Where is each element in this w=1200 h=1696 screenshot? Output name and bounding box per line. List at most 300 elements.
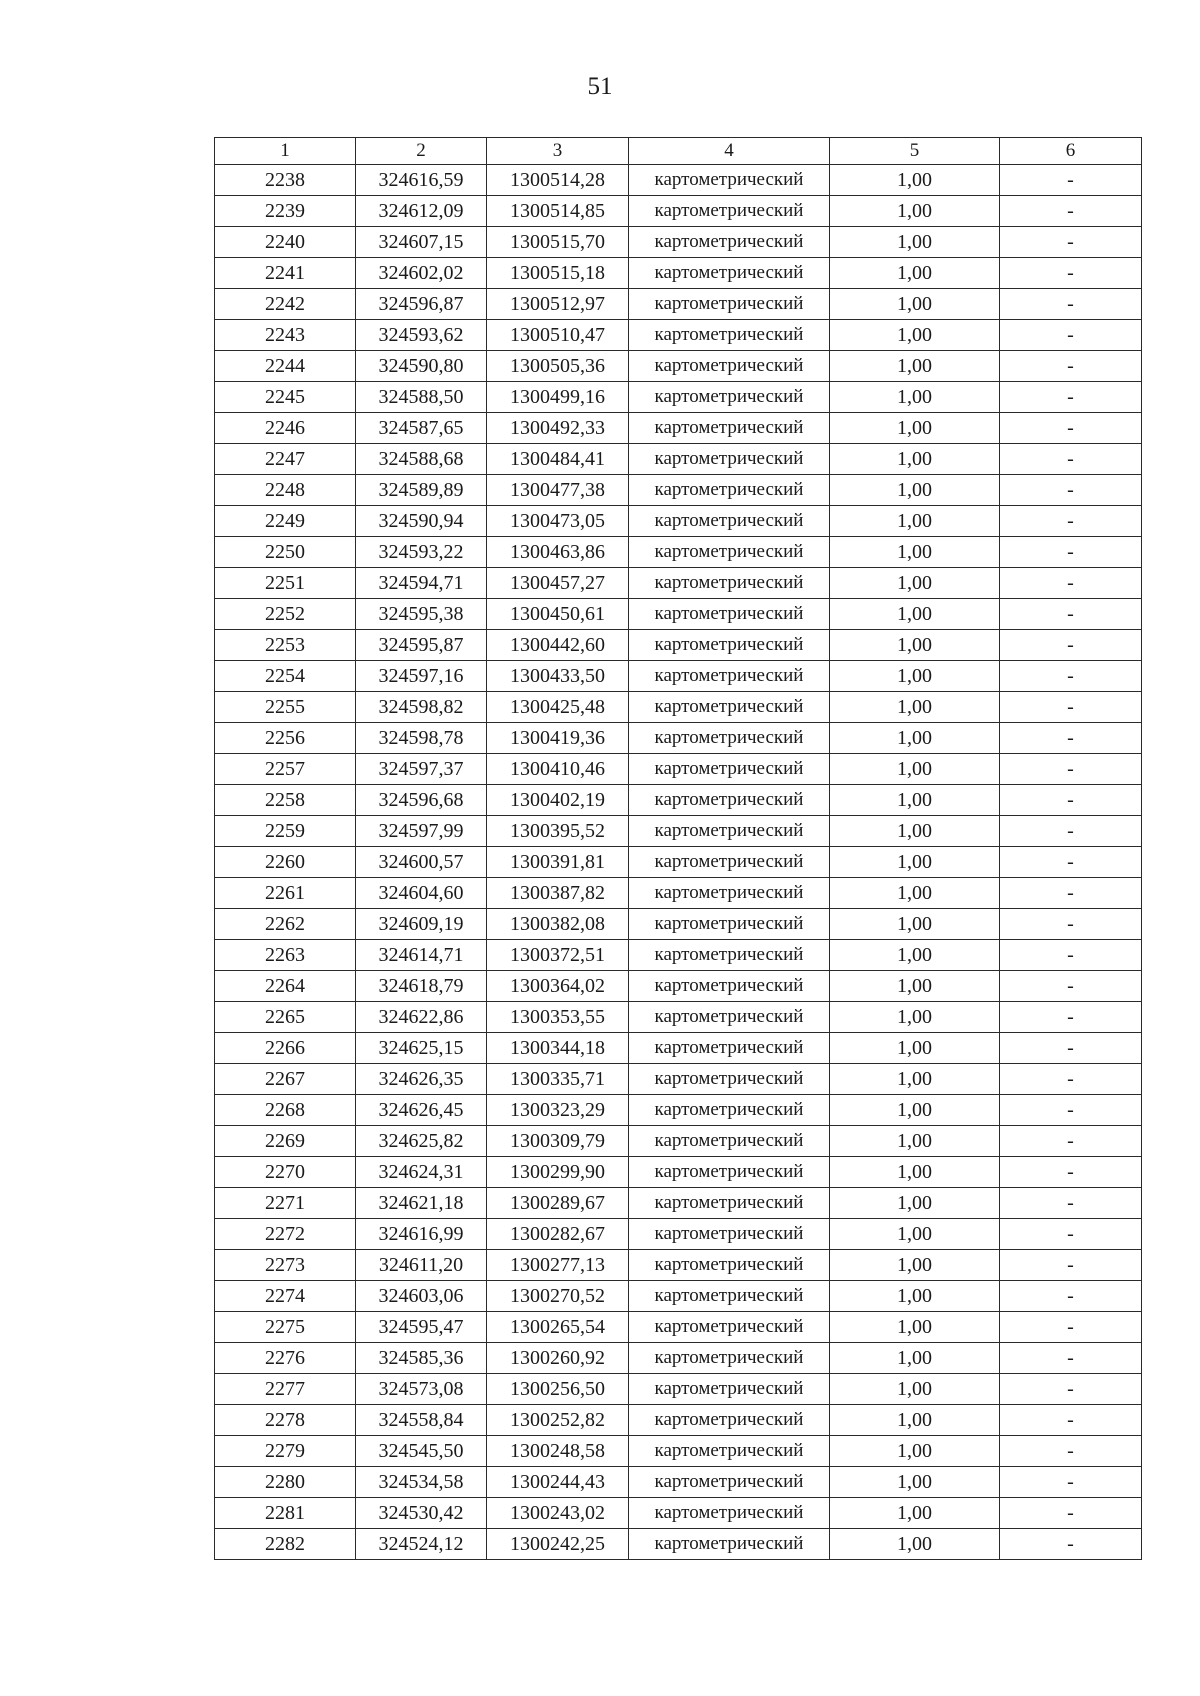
cell-coordinate-x: 324589,89 (356, 475, 487, 506)
cell-accuracy: 1,00 (830, 754, 1000, 785)
cell-accuracy: 1,00 (830, 382, 1000, 413)
cell-point-number: 2245 (215, 382, 356, 413)
cell-coordinate-y: 1300265,54 (487, 1312, 629, 1343)
cell-coordinate-y: 1300387,82 (487, 878, 629, 909)
cell-coordinate-x: 324585,36 (356, 1343, 487, 1374)
table-row (215, 537, 1142, 568)
table-row (215, 475, 1142, 506)
cell-coordinate-y: 1300484,41 (487, 444, 629, 475)
cell-coordinate-x: 324596,87 (356, 289, 487, 320)
cell-accuracy: 1,00 (830, 909, 1000, 940)
cell-coordinate-y: 1300512,97 (487, 289, 629, 320)
cell-accuracy: 1,00 (830, 847, 1000, 878)
cell-coordinate-x: 324602,02 (356, 258, 487, 289)
cell-coordinate-x: 324590,94 (356, 506, 487, 537)
cell-point-number: 2282 (215, 1529, 356, 1560)
cell-note: - (1000, 1064, 1142, 1095)
cell-method: картометрический (629, 1188, 830, 1219)
page-number: 51 (587, 73, 613, 100)
cell-coordinate-y: 1300499,16 (487, 382, 629, 413)
cell-point-number: 2260 (215, 847, 356, 878)
cell-point-number: 2257 (215, 754, 356, 785)
cell-coordinate-y: 1300442,60 (487, 630, 629, 661)
cell-note: - (1000, 258, 1142, 289)
table-row (215, 1498, 1142, 1529)
cell-coordinate-y: 1300402,19 (487, 785, 629, 816)
cell-note: - (1000, 754, 1142, 785)
table-row (215, 1374, 1142, 1405)
table-row (215, 692, 1142, 723)
cell-accuracy: 1,00 (830, 1126, 1000, 1157)
cell-accuracy: 1,00 (830, 506, 1000, 537)
cell-coordinate-x: 324588,68 (356, 444, 487, 475)
cell-method: картометрический (629, 878, 830, 909)
cell-point-number: 2281 (215, 1498, 356, 1529)
cell-note: - (1000, 661, 1142, 692)
cell-point-number: 2264 (215, 971, 356, 1002)
cell-method: картометрический (629, 1405, 830, 1436)
cell-point-number: 2278 (215, 1405, 356, 1436)
cell-note: - (1000, 1157, 1142, 1188)
table-row (215, 382, 1142, 413)
cell-coordinate-x: 324597,99 (356, 816, 487, 847)
table-row (215, 1157, 1142, 1188)
cell-point-number: 2270 (215, 1157, 356, 1188)
cell-coordinate-x: 324595,47 (356, 1312, 487, 1343)
cell-accuracy: 1,00 (830, 692, 1000, 723)
cell-accuracy: 1,00 (830, 1436, 1000, 1467)
cell-coordinate-x: 324614,71 (356, 940, 487, 971)
cell-point-number: 2253 (215, 630, 356, 661)
cell-note: - (1000, 506, 1142, 537)
cell-coordinate-x: 324597,37 (356, 754, 487, 785)
cell-coordinate-y: 1300419,36 (487, 723, 629, 754)
cell-point-number: 2280 (215, 1467, 356, 1498)
table-row (215, 413, 1142, 444)
cell-accuracy: 1,00 (830, 289, 1000, 320)
header-col-2: 2 (356, 138, 487, 165)
cell-method: картометрический (629, 506, 830, 537)
cell-note: - (1000, 1095, 1142, 1126)
cell-coordinate-x: 324595,38 (356, 599, 487, 630)
cell-coordinate-y: 1300515,18 (487, 258, 629, 289)
cell-method: картометрический (629, 1002, 830, 1033)
table-header (215, 138, 1142, 165)
cell-coordinate-y: 1300457,27 (487, 568, 629, 599)
cell-method: картометрический (629, 1374, 830, 1405)
cell-note: - (1000, 1467, 1142, 1498)
cell-point-number: 2239 (215, 196, 356, 227)
cell-point-number: 2241 (215, 258, 356, 289)
cell-accuracy: 1,00 (830, 475, 1000, 506)
cell-point-number: 2275 (215, 1312, 356, 1343)
cell-accuracy: 1,00 (830, 785, 1000, 816)
cell-point-number: 2266 (215, 1033, 356, 1064)
cell-method: картометрический (629, 413, 830, 444)
cell-coordinate-x: 324524,12 (356, 1529, 487, 1560)
cell-note: - (1000, 599, 1142, 630)
cell-accuracy: 1,00 (830, 1064, 1000, 1095)
cell-point-number: 2279 (215, 1436, 356, 1467)
cell-coordinate-y: 1300514,28 (487, 165, 629, 196)
cell-coordinate-y: 1300323,29 (487, 1095, 629, 1126)
cell-coordinate-x: 324609,19 (356, 909, 487, 940)
cell-method: картометрический (629, 1498, 830, 1529)
cell-method: картометрический (629, 444, 830, 475)
cell-accuracy: 1,00 (830, 723, 1000, 754)
cell-note: - (1000, 413, 1142, 444)
cell-accuracy: 1,00 (830, 1529, 1000, 1560)
cell-coordinate-y: 1300364,02 (487, 971, 629, 1002)
cell-coordinate-x: 324598,78 (356, 723, 487, 754)
cell-coordinate-y: 1300514,85 (487, 196, 629, 227)
cell-method: картометрический (629, 630, 830, 661)
cell-point-number: 2259 (215, 816, 356, 847)
cell-accuracy: 1,00 (830, 196, 1000, 227)
cell-coordinate-y: 1300477,38 (487, 475, 629, 506)
cell-point-number: 2261 (215, 878, 356, 909)
cell-accuracy: 1,00 (830, 1498, 1000, 1529)
header-col-4: 4 (629, 138, 830, 165)
cell-point-number: 2267 (215, 1064, 356, 1095)
cell-method: картометрический (629, 909, 830, 940)
cell-coordinate-y: 1300492,33 (487, 413, 629, 444)
cell-coordinate-x: 324587,65 (356, 413, 487, 444)
table-row (215, 878, 1142, 909)
cell-coordinate-x: 324618,79 (356, 971, 487, 1002)
cell-accuracy: 1,00 (830, 940, 1000, 971)
cell-coordinate-x: 324625,15 (356, 1033, 487, 1064)
cell-method: картометрический (629, 1095, 830, 1126)
cell-coordinate-x: 324626,45 (356, 1095, 487, 1126)
cell-note: - (1000, 1405, 1142, 1436)
cell-note: - (1000, 940, 1142, 971)
cell-note: - (1000, 196, 1142, 227)
cell-coordinate-y: 1300299,90 (487, 1157, 629, 1188)
cell-point-number: 2250 (215, 537, 356, 568)
cell-note: - (1000, 382, 1142, 413)
cell-accuracy: 1,00 (830, 165, 1000, 196)
cell-method: картометрический (629, 1529, 830, 1560)
cell-method: картометрический (629, 1467, 830, 1498)
cell-method: картометрический (629, 568, 830, 599)
cell-note: - (1000, 475, 1142, 506)
cell-method: картометрический (629, 754, 830, 785)
cell-method: картометрический (629, 258, 830, 289)
header-col-3: 3 (487, 138, 629, 165)
table-row (215, 1188, 1142, 1219)
cell-note: - (1000, 1219, 1142, 1250)
table-row (215, 289, 1142, 320)
cell-note: - (1000, 1002, 1142, 1033)
cell-coordinate-x: 324600,57 (356, 847, 487, 878)
table-body (215, 165, 1142, 1560)
cell-coordinate-y: 1300410,46 (487, 754, 629, 785)
cell-accuracy: 1,00 (830, 1250, 1000, 1281)
coordinates-table (214, 137, 1142, 1560)
header-col-6: 6 (1000, 138, 1142, 165)
cell-point-number: 2272 (215, 1219, 356, 1250)
cell-coordinate-x: 324534,58 (356, 1467, 487, 1498)
cell-note: - (1000, 1498, 1142, 1529)
cell-coordinate-x: 324611,20 (356, 1250, 487, 1281)
cell-point-number: 2258 (215, 785, 356, 816)
cell-point-number: 2243 (215, 320, 356, 351)
cell-method: картометрический (629, 1250, 830, 1281)
cell-method: картометрический (629, 227, 830, 258)
cell-note: - (1000, 1033, 1142, 1064)
cell-point-number: 2276 (215, 1343, 356, 1374)
cell-note: - (1000, 878, 1142, 909)
table-row (215, 1064, 1142, 1095)
cell-coordinate-y: 1300505,36 (487, 351, 629, 382)
cell-point-number: 2246 (215, 413, 356, 444)
cell-coordinate-x: 324624,31 (356, 1157, 487, 1188)
cell-accuracy: 1,00 (830, 1281, 1000, 1312)
cell-accuracy: 1,00 (830, 444, 1000, 475)
cell-method: картометрический (629, 1157, 830, 1188)
cell-coordinate-y: 1300382,08 (487, 909, 629, 940)
table-row (215, 816, 1142, 847)
cell-note: - (1000, 1281, 1142, 1312)
cell-point-number: 2242 (215, 289, 356, 320)
cell-method: картометрический (629, 1312, 830, 1343)
cell-method: картометрический (629, 940, 830, 971)
cell-coordinate-y: 1300425,48 (487, 692, 629, 723)
cell-method: картометрический (629, 1343, 830, 1374)
cell-coordinate-y: 1300270,52 (487, 1281, 629, 1312)
cell-accuracy: 1,00 (830, 1033, 1000, 1064)
cell-point-number: 2268 (215, 1095, 356, 1126)
cell-method: картометрический (629, 599, 830, 630)
cell-method: картометрический (629, 1219, 830, 1250)
cell-point-number: 2240 (215, 227, 356, 258)
table-row (215, 599, 1142, 630)
cell-coordinate-x: 324593,62 (356, 320, 487, 351)
table-row (215, 351, 1142, 382)
cell-coordinate-x: 324603,06 (356, 1281, 487, 1312)
cell-coordinate-x: 324530,42 (356, 1498, 487, 1529)
table-row (215, 661, 1142, 692)
cell-note: - (1000, 1188, 1142, 1219)
cell-method: картометрический (629, 320, 830, 351)
cell-accuracy: 1,00 (830, 878, 1000, 909)
cell-note: - (1000, 785, 1142, 816)
table-row (215, 909, 1142, 940)
cell-coordinate-y: 1300353,55 (487, 1002, 629, 1033)
table-row (215, 1312, 1142, 1343)
cell-note: - (1000, 444, 1142, 475)
cell-method: картометрический (629, 1436, 830, 1467)
cell-method: картометрический (629, 382, 830, 413)
cell-note: - (1000, 289, 1142, 320)
cell-point-number: 2254 (215, 661, 356, 692)
table-row (215, 1250, 1142, 1281)
cell-coordinate-y: 1300244,43 (487, 1467, 629, 1498)
cell-coordinate-y: 1300372,51 (487, 940, 629, 971)
cell-note: - (1000, 165, 1142, 196)
table-row (215, 723, 1142, 754)
cell-coordinate-x: 324595,87 (356, 630, 487, 661)
table-row (215, 1126, 1142, 1157)
cell-accuracy: 1,00 (830, 320, 1000, 351)
cell-point-number: 2265 (215, 1002, 356, 1033)
table-row (215, 1343, 1142, 1374)
cell-accuracy: 1,00 (830, 661, 1000, 692)
cell-coordinate-x: 324588,50 (356, 382, 487, 413)
table-row (215, 940, 1142, 971)
cell-method: картометрический (629, 196, 830, 227)
cell-coordinate-y: 1300242,25 (487, 1529, 629, 1560)
cell-point-number: 2252 (215, 599, 356, 630)
cell-coordinate-y: 1300260,92 (487, 1343, 629, 1374)
cell-point-number: 2263 (215, 940, 356, 971)
cell-accuracy: 1,00 (830, 971, 1000, 1002)
cell-point-number: 2269 (215, 1126, 356, 1157)
cell-note: - (1000, 537, 1142, 568)
table-row (215, 227, 1142, 258)
table-row (215, 506, 1142, 537)
cell-accuracy: 1,00 (830, 1095, 1000, 1126)
table-row (215, 258, 1142, 289)
cell-coordinate-y: 1300335,71 (487, 1064, 629, 1095)
cell-coordinate-y: 1300289,67 (487, 1188, 629, 1219)
cell-coordinate-y: 1300256,50 (487, 1374, 629, 1405)
cell-note: - (1000, 630, 1142, 661)
cell-point-number: 2238 (215, 165, 356, 196)
cell-accuracy: 1,00 (830, 1157, 1000, 1188)
cell-method: картометрический (629, 816, 830, 847)
cell-point-number: 2277 (215, 1374, 356, 1405)
cell-point-number: 2247 (215, 444, 356, 475)
cell-method: картометрический (629, 165, 830, 196)
cell-coordinate-x: 324593,22 (356, 537, 487, 568)
table-row (215, 1033, 1142, 1064)
cell-method: картометрический (629, 475, 830, 506)
cell-method: картометрический (629, 723, 830, 754)
cell-accuracy: 1,00 (830, 1343, 1000, 1374)
cell-accuracy: 1,00 (830, 1219, 1000, 1250)
cell-point-number: 2251 (215, 568, 356, 599)
cell-accuracy: 1,00 (830, 413, 1000, 444)
cell-coordinate-x: 324597,16 (356, 661, 487, 692)
cell-accuracy: 1,00 (830, 1405, 1000, 1436)
cell-coordinate-x: 324573,08 (356, 1374, 487, 1405)
cell-accuracy: 1,00 (830, 1312, 1000, 1343)
cell-point-number: 2244 (215, 351, 356, 382)
cell-method: картометрический (629, 785, 830, 816)
cell-coordinate-y: 1300433,50 (487, 661, 629, 692)
header-col-1: 1 (215, 138, 356, 165)
cell-accuracy: 1,00 (830, 227, 1000, 258)
cell-note: - (1000, 1374, 1142, 1405)
cell-coordinate-y: 1300515,70 (487, 227, 629, 258)
cell-method: картометрический (629, 847, 830, 878)
table-row (215, 1095, 1142, 1126)
cell-point-number: 2271 (215, 1188, 356, 1219)
cell-note: - (1000, 568, 1142, 599)
cell-accuracy: 1,00 (830, 1188, 1000, 1219)
cell-accuracy: 1,00 (830, 537, 1000, 568)
table-row (215, 196, 1142, 227)
cell-method: картометрический (629, 692, 830, 723)
cell-coordinate-x: 324545,50 (356, 1436, 487, 1467)
table-row (215, 1529, 1142, 1560)
cell-note: - (1000, 351, 1142, 382)
table-row (215, 847, 1142, 878)
cell-coordinate-x: 324616,99 (356, 1219, 487, 1250)
cell-accuracy: 1,00 (830, 1374, 1000, 1405)
cell-note: - (1000, 692, 1142, 723)
cell-point-number: 2262 (215, 909, 356, 940)
cell-note: - (1000, 847, 1142, 878)
cell-method: картометрический (629, 537, 830, 568)
cell-coordinate-x: 324598,82 (356, 692, 487, 723)
cell-coordinate-y: 1300252,82 (487, 1405, 629, 1436)
cell-coordinate-x: 324626,35 (356, 1064, 487, 1095)
cell-coordinate-x: 324625,82 (356, 1126, 487, 1157)
cell-point-number: 2248 (215, 475, 356, 506)
cell-method: картометрический (629, 1126, 830, 1157)
cell-coordinate-y: 1300450,61 (487, 599, 629, 630)
table-row (215, 320, 1142, 351)
cell-point-number: 2249 (215, 506, 356, 537)
table-row (215, 1405, 1142, 1436)
table-row (215, 1467, 1142, 1498)
cell-coordinate-y: 1300391,81 (487, 847, 629, 878)
cell-coordinate-y: 1300277,13 (487, 1250, 629, 1281)
cell-method: картометрический (629, 1281, 830, 1312)
cell-coordinate-x: 324604,60 (356, 878, 487, 909)
cell-coordinate-y: 1300282,67 (487, 1219, 629, 1250)
table-row (215, 444, 1142, 475)
cell-note: - (1000, 1312, 1142, 1343)
table-row (215, 971, 1142, 1002)
table-row (215, 1002, 1142, 1033)
cell-method: картометрический (629, 351, 830, 382)
cell-point-number: 2255 (215, 692, 356, 723)
cell-accuracy: 1,00 (830, 599, 1000, 630)
cell-note: - (1000, 1250, 1142, 1281)
cell-coordinate-x: 324594,71 (356, 568, 487, 599)
cell-note: - (1000, 1436, 1142, 1467)
table-row (215, 1281, 1142, 1312)
table-row (215, 568, 1142, 599)
cell-note: - (1000, 909, 1142, 940)
cell-coordinate-x: 324607,15 (356, 227, 487, 258)
cell-note: - (1000, 723, 1142, 754)
cell-coordinate-y: 1300248,58 (487, 1436, 629, 1467)
cell-accuracy: 1,00 (830, 1002, 1000, 1033)
cell-coordinate-y: 1300344,18 (487, 1033, 629, 1064)
cell-accuracy: 1,00 (830, 1467, 1000, 1498)
cell-note: - (1000, 1343, 1142, 1374)
cell-point-number: 2273 (215, 1250, 356, 1281)
cell-coordinate-y: 1300510,47 (487, 320, 629, 351)
cell-note: - (1000, 320, 1142, 351)
table-row (215, 754, 1142, 785)
cell-method: картометрический (629, 1064, 830, 1095)
cell-coordinate-x: 324612,09 (356, 196, 487, 227)
cell-coordinate-x: 324596,68 (356, 785, 487, 816)
cell-method: картометрический (629, 971, 830, 1002)
table-row (215, 785, 1142, 816)
cell-note: - (1000, 1529, 1142, 1560)
cell-accuracy: 1,00 (830, 816, 1000, 847)
cell-note: - (1000, 971, 1142, 1002)
cell-coordinate-x: 324590,80 (356, 351, 487, 382)
cell-accuracy: 1,00 (830, 630, 1000, 661)
